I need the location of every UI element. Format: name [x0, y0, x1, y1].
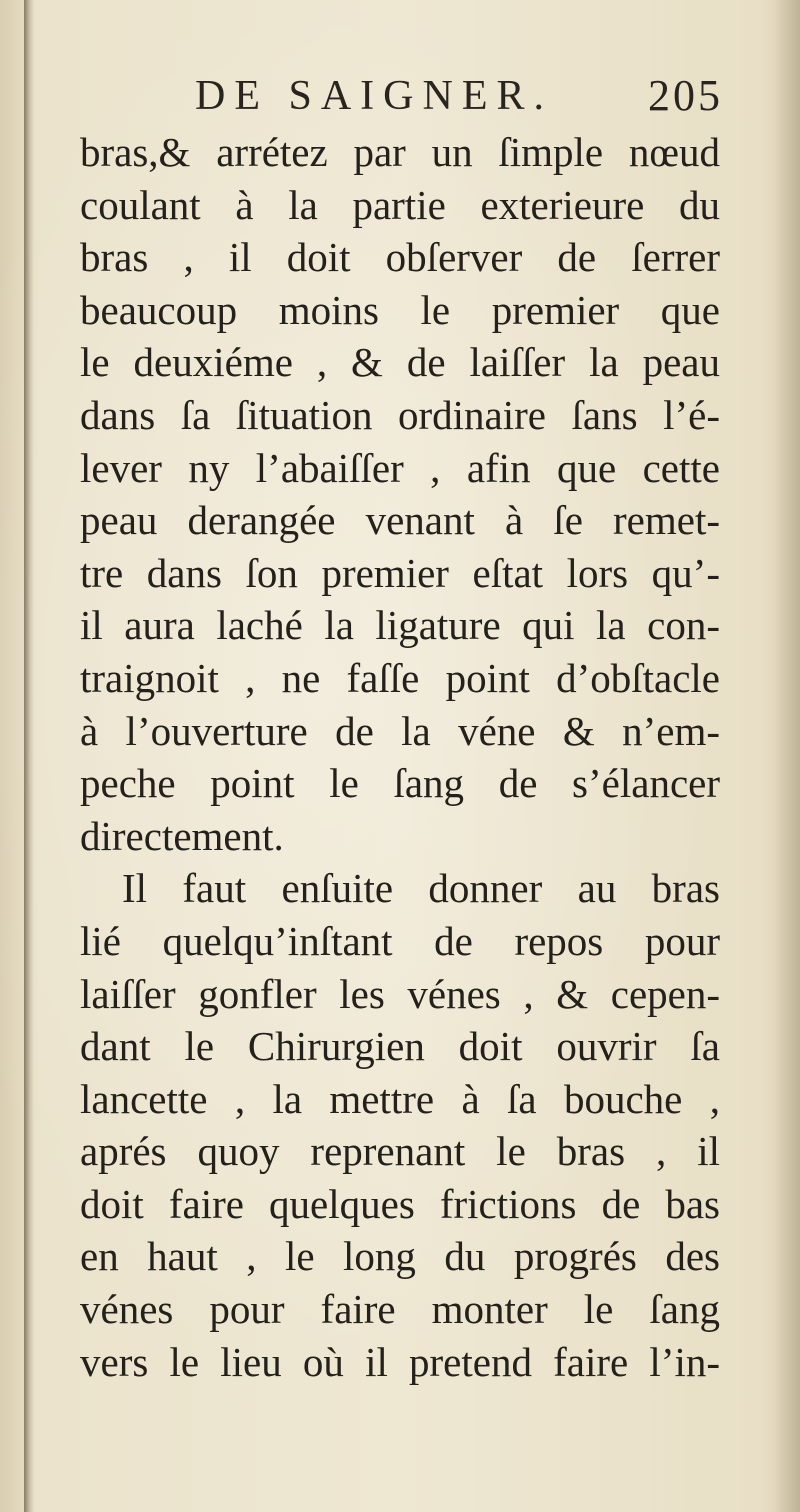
text-line: il aura laché la ligature qui la con-: [80, 602, 720, 649]
body-text: [80, 126, 720, 1388]
text-line: en haut , le long du progrés des: [80, 1233, 720, 1280]
paragraph-first-line: Il faut enſuite donner au bras: [122, 865, 720, 912]
text-line: beaucoup moins le premier que: [80, 286, 720, 333]
text-line: bras,& arrétez par un ſimple nœud: [80, 129, 720, 175]
text-line: aprés quoy reprenant le bras , il: [80, 1128, 720, 1175]
text-line: peche point le ſang de s’élancer: [80, 760, 720, 807]
text-line: vers le lieu où il pretend faire l’in-: [80, 1338, 720, 1385]
text-line: doit faire quelques frictions de bas: [80, 1180, 720, 1227]
text-line: bras , il doit obſerver de ſerrer: [80, 234, 720, 281]
text-line: traignoit , ne faſſe point d’obſtacle: [80, 654, 720, 701]
text-line: coulant à la partie exterieure du: [80, 181, 720, 228]
text-line: à l’ouverture de la véne & n’em-: [80, 707, 720, 754]
paragraph-end-line: directement.: [80, 812, 284, 859]
text-line: lié quelqu’inſtant de repos pour: [80, 917, 720, 964]
text-line: lever ny l’abaiſſer , afin que cette: [80, 444, 720, 491]
text-line: laiſſer gonfler les vénes , & cepen-: [80, 970, 720, 1017]
text-line: lancette , la mettre à ſa bouche ,: [80, 1075, 720, 1122]
text-line: le deuxiéme , & de laiſſer la peau: [80, 339, 720, 386]
text-line: dans ſa ſituation ordinaire ſans l’é-: [80, 391, 720, 438]
page-gutter-shadow: [24, 0, 34, 1512]
text-line: dant le Chirurgien doit ouvrir ſa: [80, 1023, 720, 1070]
text-line: peau derangée venant à ſe remet-: [80, 497, 720, 544]
running-head: [195, 70, 735, 130]
text-line: vénes pour faire monter le ſang: [80, 1286, 720, 1333]
page-number: 205: [648, 71, 723, 120]
running-head-title: DE SAIGNER.: [195, 73, 553, 119]
text-line: tre dans ſon premier eſtat lors qu’-: [80, 549, 720, 596]
page-edge-shadow: [774, 0, 800, 1512]
